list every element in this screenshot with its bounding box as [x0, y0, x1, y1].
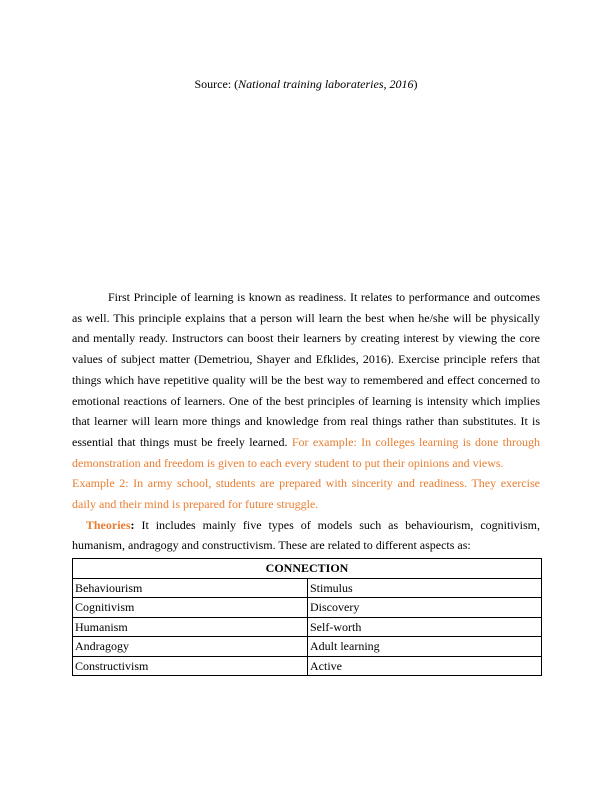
theories-paragraph — [72, 515, 540, 556]
theories-text: It includes mainly five types of models such as behaviourism, cognitivism, humanism, andragogy and constructivism. These are related to different aspects as: — [72, 517, 540, 553]
table-row — [73, 598, 542, 618]
source-suffix: ) — [413, 77, 418, 91]
example-1-text: For example: In colleges learning is done through demonstration and freedom is given to each every student to put their opinions and views. — [72, 434, 540, 470]
table-row — [73, 617, 542, 637]
theory-cell: Constructivism — [73, 656, 308, 676]
table-row — [73, 578, 542, 598]
theories-label: Theories — [85, 517, 131, 532]
theory-cell: Cognitivism — [73, 598, 308, 618]
principles-text: First Principle of learning is known as readiness. It relates to performance and outcomes as well. This principle explains that a person will learn the best when he/she will be physically and mentally ready. Instructors can boost their learners by creating interest by viewing the core values of subject matter (Demetriou, Shayer and Efklides, 2016). Exercise principle refers that things which have repetitive quality will be the best way to remembered and effect concerned to emotional reactions of learners. One of the best principles of learning is intensity which implies that learner will learn more things and knowledge from real things rather than substitutes. It is essential that things must be freely learned. — [72, 290, 540, 449]
table-row — [73, 637, 542, 657]
table-header-row — [73, 559, 542, 579]
theory-cell: Behaviourism — [73, 578, 308, 598]
connection-table — [72, 558, 542, 676]
theory-cell: Humanism — [73, 617, 308, 637]
main-body — [72, 287, 540, 556]
aspect-cell: Adult learning — [308, 637, 542, 657]
aspect-cell: Self-worth — [308, 617, 542, 637]
principles-paragraph — [72, 287, 540, 473]
table-header: CONNECTION — [73, 559, 542, 579]
example-2-paragraph — [72, 473, 540, 514]
aspect-cell: Active — [308, 656, 542, 676]
source-citation — [0, 76, 612, 92]
theory-cell: Andragogy — [73, 637, 308, 657]
source-prefix: Source: ( — [194, 77, 239, 91]
aspect-cell: Discovery — [308, 598, 542, 618]
example-2-text: Example 2: In army school, students are prepared with sincerity and readiness. They exercise daily and their mind is prepared for future struggle. — [72, 476, 540, 512]
connection-table-wrapper — [72, 558, 542, 676]
table-row — [73, 656, 542, 676]
theories-colon: : — [130, 517, 135, 532]
source-title: National training laborateries, 2016 — [238, 77, 414, 91]
aspect-cell: Stimulus — [308, 578, 542, 598]
